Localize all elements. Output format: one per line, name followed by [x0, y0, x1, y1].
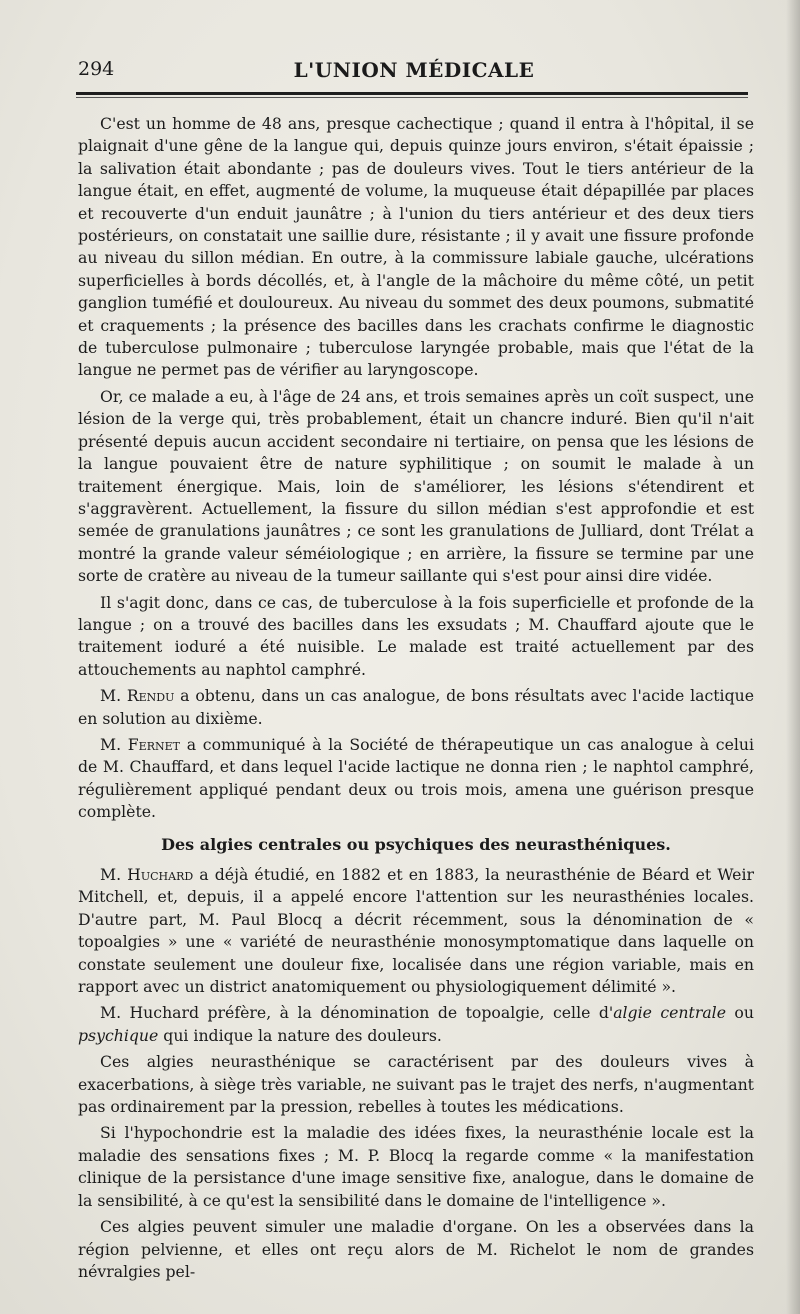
paragraph-fernet: [78, 734, 754, 824]
paragraph-case-description: C'est un homme de 48 ans, presque cachectique ; quand il entra à l'hôpital, il se plaignait d'une gêne de la langue qui, depuis quinze jours environ, s'était épaissie ; la salivation était abondante ; pas de douleurs vives. Tout le tiers antérieur de la langue était, en effet, augmenté de volume, la muqueuse était dépapillée par places et recouverte d'un enduit jaunâtre ; à l'union du tiers antérieur et des deux tiers postérieurs, on constatait une saillie dure, résistante ; il y avait une fissure profonde au niveau du sillon médian. En outre, à la commissure labiale gauche, ulcérations superficielles à bords décollés, et, à l'angle de la mâchoire du même côté, un petit ganglion tuméfié et douloureux. Au niveau du sommet des deux poumons, submatité et craquements ; la présence des bacilles dans les crachats confirme le diagnostic de tuberculose pulmonaire ; tuberculose laryngée probable, mais que l'état de la langue ne permet pas de vérifier au laryngoscope.: [78, 114, 754, 380]
paragraph-hypochondrie: Si l'hypochondrie est la maladie des idées fixes, la neurasthénie locale est la maladie des sensations fixes ; M. P. Blocq la regarde comme « la manifestation clinique de la persistance d'une image sensitive fixe, analogue, dans le domaine de la sensibilité, à ce qu'est la sensibilité dans le domaine de l'intelligence ».: [78, 1123, 754, 1210]
paragraph-pelvienne: Ces algies peuvent simuler une maladie d'organe. On les a observées dans la région pelvienne, et elles ont reçu alors de M. Richelot le nom de grandes névralgies pel-: [78, 1217, 754, 1281]
paragraph-text: a communiqué à la Société de thérapeutique un cas analogue à celui de M. Chauffard, et dans lequel l'acide lactique ne donna rien ; le naphtol camphré, régulièrement appliqué pendant deux ou trois mois, amena une guérison presque complète.: [78, 734, 754, 822]
paragraph-algie-centrale: [78, 1002, 754, 1047]
paragraph-text: a déjà étudié, en 1882 et en 1883, la neurasthénie de Béard et Weir Mitchell, et, depuis, il a appelé encore l'attention sur les neurasthénies locales. D'autre part, M. Paul Blocq a décrit récemment, sous la dénomination de « topoalgies » une « variété de neurasthénie monosymptomatique dans laquelle on constate seulement une douleur fixe, localisée dans une région variable, mais en rapport avec un district anatomiquement ou physiologiquement délimité ».: [78, 865, 754, 997]
header-rule-thin: [76, 97, 748, 98]
paragraph-text: ou: [725, 1003, 754, 1023]
page-header: [78, 58, 750, 88]
speaker-name: M. Fernet: [100, 734, 180, 754]
paragraph-text: qui indique la nature des douleurs.: [158, 1025, 442, 1045]
term-algie-centrale: algie centrale: [613, 1003, 726, 1023]
page-edge-shadow: [786, 0, 800, 1314]
term-psychique: psychique: [78, 1025, 159, 1045]
running-title: L'UNION MÉDICALE: [293, 58, 535, 82]
paragraph-huchard: [78, 864, 754, 998]
article-body: [78, 113, 754, 1283]
paragraph-text: M. Huchard préfère, à la dénomination de topoalgie, celle d': [100, 1003, 614, 1023]
speaker-name: M. Huchard: [100, 865, 194, 884]
section-heading: Des algies centrales ou psychiques des neurasthéniques.: [161, 834, 671, 854]
header-rule: [76, 92, 748, 95]
paragraph-diagnosis: Il s'agit donc, dans ce cas, de tuberculose à la fois superficielle et profonde de la langue ; on a trouvé des bacilles dans les exsudats ; M. Chauffard ajoute que le traitement ioduré a été nuisible. Le malade est traité actuellement par des attouchements au naphtol camphré.: [78, 592, 754, 679]
paragraph-text: a obtenu, dans un cas analogue, de bons résultats avec l'acide lactique en solution au dixième.: [78, 686, 754, 728]
page-number: 294: [78, 58, 115, 80]
paragraph-characteristics: Ces algies neurasthénique se caractérisent par des douleurs vives à exacerbations, à siège très variable, ne suivant pas le trajet des nerfs, n'augmentant pas ordinairement par la pression, rebelles à toutes les médications.: [78, 1052, 754, 1117]
paragraph-history: Or, ce malade a eu, à l'âge de 24 ans, et trois semaines après un coït suspect, une lésion de la verge qui, très probablement, était un chancre induré. Bien qu'il n'ait présenté depuis aucun accident secondaire ni tertiaire, on pensa que les lésions de la langue pouvaient être de nature syphilitique ; on soumit le malade à un traitement énergique. Mais, loin de s'améliorer, les lésions s'étendirent et s'aggravèrent. Actuellement, la fissure du sillon médian s'est approfondie et est semée de granulations jaunâtres ; ce sont les granulations de Julliard, dont Trélat a montré la grande valeur séméiologique ; en arrière, la fissure se termine par une sorte de cratère au niveau de la tumeur saillante qui s'est pour ainsi dire vidée.: [78, 386, 754, 586]
paragraph-rendu: [78, 685, 754, 730]
speaker-name: M. Rendu: [100, 686, 175, 706]
